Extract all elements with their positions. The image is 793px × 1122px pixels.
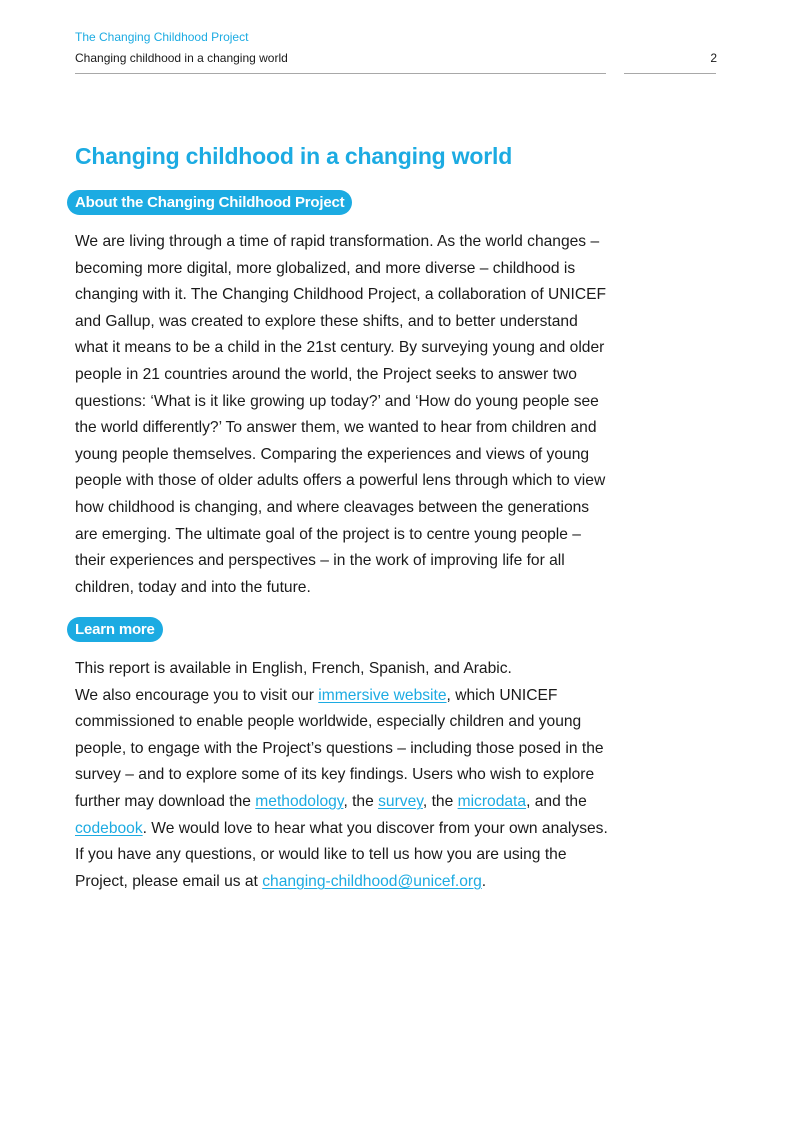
learn-more-text: , the (422, 792, 458, 810)
learn-more-paragraph (75, 683, 615, 896)
availability-text: This report is available in English, French, Spanish, and Arabic. (75, 660, 512, 677)
header-project-name: The Changing Childhood Project (75, 30, 249, 44)
learn-more-text: . We would love to hear what you discover from your own analyses. If you have any questions, or would like to tell us how you are using the Project, please email us at (75, 819, 608, 890)
survey-link[interactable]: survey (378, 792, 423, 810)
about-paragraph: We are living through a time of rapid transformation. As the world changes – becoming more digital, more globalized, and more diverse – childhood is changing with it. The Changing Childhood Project, a collaboration of UNICEF and Gallup, was created to explore these shifts, and to better understand what it means to be a child in the 21st century. By surveying young and older people in 21 countries around the world, the Project seeks to answer two questions: ‘What is it like growing up today?’ and ‘How do young people see the world differently?’ To answer them, we wanted to hear from children and young people themselves. Comparing the experiences and views of young people with those of older adults offers a powerful lens through which to view how childhood is changing, and where cleavages between the generations are emerging. The ultimate goal of the project is to centre young people – their experiences and perspectives – in the work of improving life for all children, today and into the future. (75, 233, 607, 596)
codebook-link[interactable]: codebook (75, 819, 143, 837)
section-label-learn-more: Learn more (67, 617, 163, 642)
section-label-about: About the Changing Childhood Project (67, 190, 352, 215)
learn-more-text: , the (343, 792, 379, 810)
email-link[interactable]: changing-childhood@unicef.org (262, 872, 482, 890)
microdata-link[interactable]: microdata (457, 792, 527, 810)
learn-more-text: . (481, 872, 487, 890)
page-number: 2 (710, 51, 717, 65)
header-rule-side (624, 73, 716, 74)
header-rule (75, 73, 606, 74)
about-body (75, 229, 615, 601)
learn-more-text: We also encourage you to visit our (75, 686, 319, 704)
header-subtitle: Changing childhood in a changing world (75, 51, 288, 65)
methodology-link[interactable]: methodology (255, 792, 344, 810)
learn-more-text: , and the (526, 792, 587, 810)
immersive-website-link[interactable]: immersive website (318, 686, 447, 704)
learn-more-body (75, 656, 615, 895)
page-title: Changing childhood in a changing world (75, 143, 513, 169)
learn-more-text: , which UNICEF commissioned to enable people worldwide, especially children and young people, to engage with the Project’s questions – including those posed in the survey – and to explore some of its key findings. Users who wish to explore further may download the (75, 686, 604, 810)
